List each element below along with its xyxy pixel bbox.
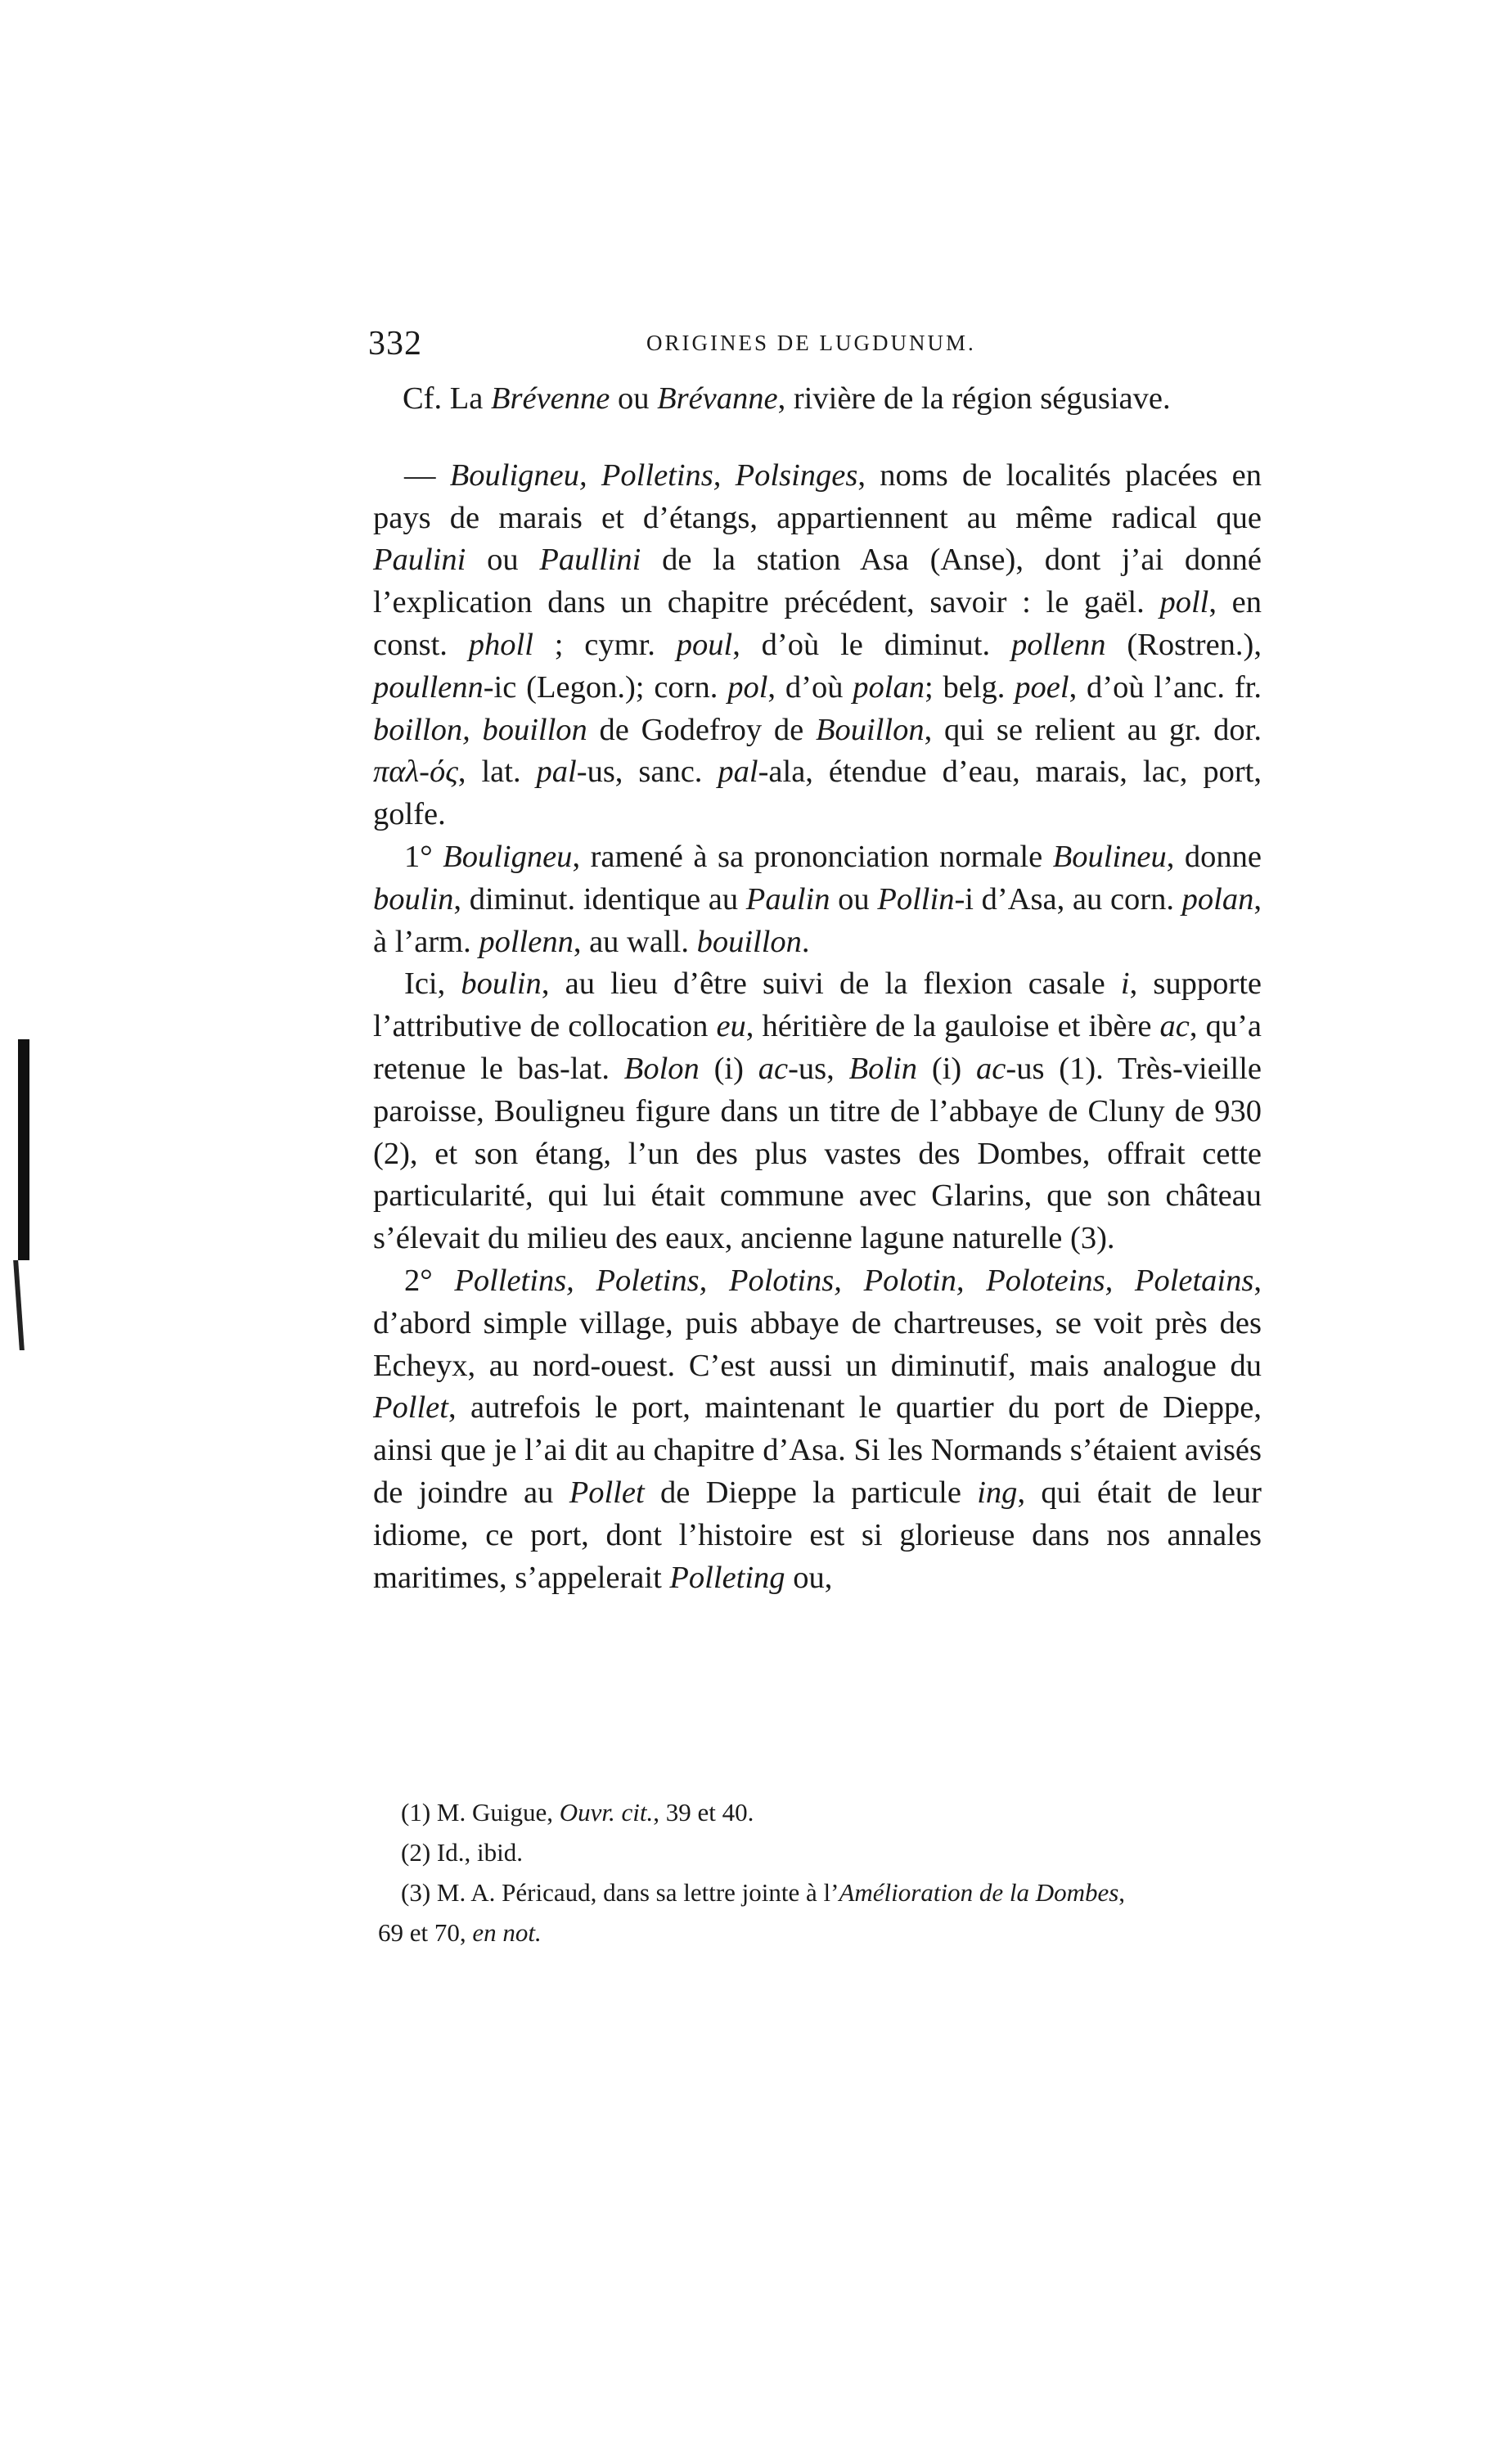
scan-margin-mark-tail	[13, 1260, 25, 1350]
footnote-3: (3) M. A. Péricaud, dans sa lettre jointe à l’Amélioration de la Dombes,	[401, 1878, 1126, 1907]
running-title: ORIGINES DE LUGDUNUM.	[646, 331, 976, 355]
page-header	[368, 324, 1317, 365]
footnote-2: (2) Id., ibid.	[401, 1838, 523, 1867]
paragraph-polletins-2: 2° Polletins, Poletins, Polotins, Polotin, Poloteins, Poletains, d’abord simple village, puis abbaye de chartreuses, se voit près des Echeyx, au nord-ouest. C’est aussi un diminutif, mais analogue du Pollet, autrefois le port, maintenant le quartier du port de Dieppe, ainsi que je l’ai dit au chapitre d’Asa. Si les Normands s’étaient avisés de joindre au Pollet de Dieppe la particule ing, qui était de leur idiome, ce port, dont l’histoire est si glorieuse dans nos annales maritimes, s’appelerait Polleting ou,	[373, 1263, 1262, 1595]
paragraph-bouligneu-intro: — Bouligneu, Polletins, Polsinges, noms de localités placées en pays de marais et d’étangs, appartiennent au même radical que Paulini ou Paullini de la station Asa (Anse), dont j’ai donné l’explication dans un chapitre précédent, savoir : le gaël. poll, en const. pholl ; cymr. poul, d’où le diminut. pollenn (Rostren.), poullenn-ic (Legon.); corn. pol, d’où polan; belg. poel, d’où l’anc. fr. boillon, bouillon de Godefroy de Bouillon, qui se relient au gr. dor. παλ-ός, lat. pal-us, sanc. pal-ala, étendue d’eau, marais, lac, port, golfe.	[373, 457, 1262, 832]
body-text	[373, 378, 1262, 1599]
footnote-3-continuation: 69 et 70, en not.	[378, 1918, 542, 1947]
page-number: 332	[368, 325, 422, 363]
scan-margin-mark	[18, 1039, 29, 1260]
footnote-1: (1) M. Guigue, Ouvr. cit., 39 et 40.	[401, 1798, 754, 1827]
paragraph-brevenne: Cf. La Brévenne ou Brévanne, rivière de la région ségusiave.	[403, 381, 1171, 416]
paragraph-boulin: Ici, boulin, au lieu d’être suivi de la flexion casale i, supporte l’attributive de collocation eu, héritière de la gauloise et ibère ac, qu’a retenue le bas-lat. Bolon (i) ac-us, Bolin (i) ac-us (1). Très-vieille paroisse, Bouligneu figure dans un titre de l’abbaye de Cluny de 930 (2), et son étang, l’un des plus vastes des Dombes, offrait cette particularité, qui lui était commune avec Glarins, que son château s’élevait du milieu des eaux, ancienne lagune naturelle (3).	[373, 966, 1262, 1256]
footnotes	[378, 1792, 1268, 1953]
paragraph-bouligneu-1: 1° Bouligneu, ramené à sa prononciation normale Boulineu, donne boulin, diminut. identique au Paulin ou Pollin-i d’Asa, au corn. polan, à l’arm. pollenn, au wall. bouillon.	[373, 839, 1262, 959]
